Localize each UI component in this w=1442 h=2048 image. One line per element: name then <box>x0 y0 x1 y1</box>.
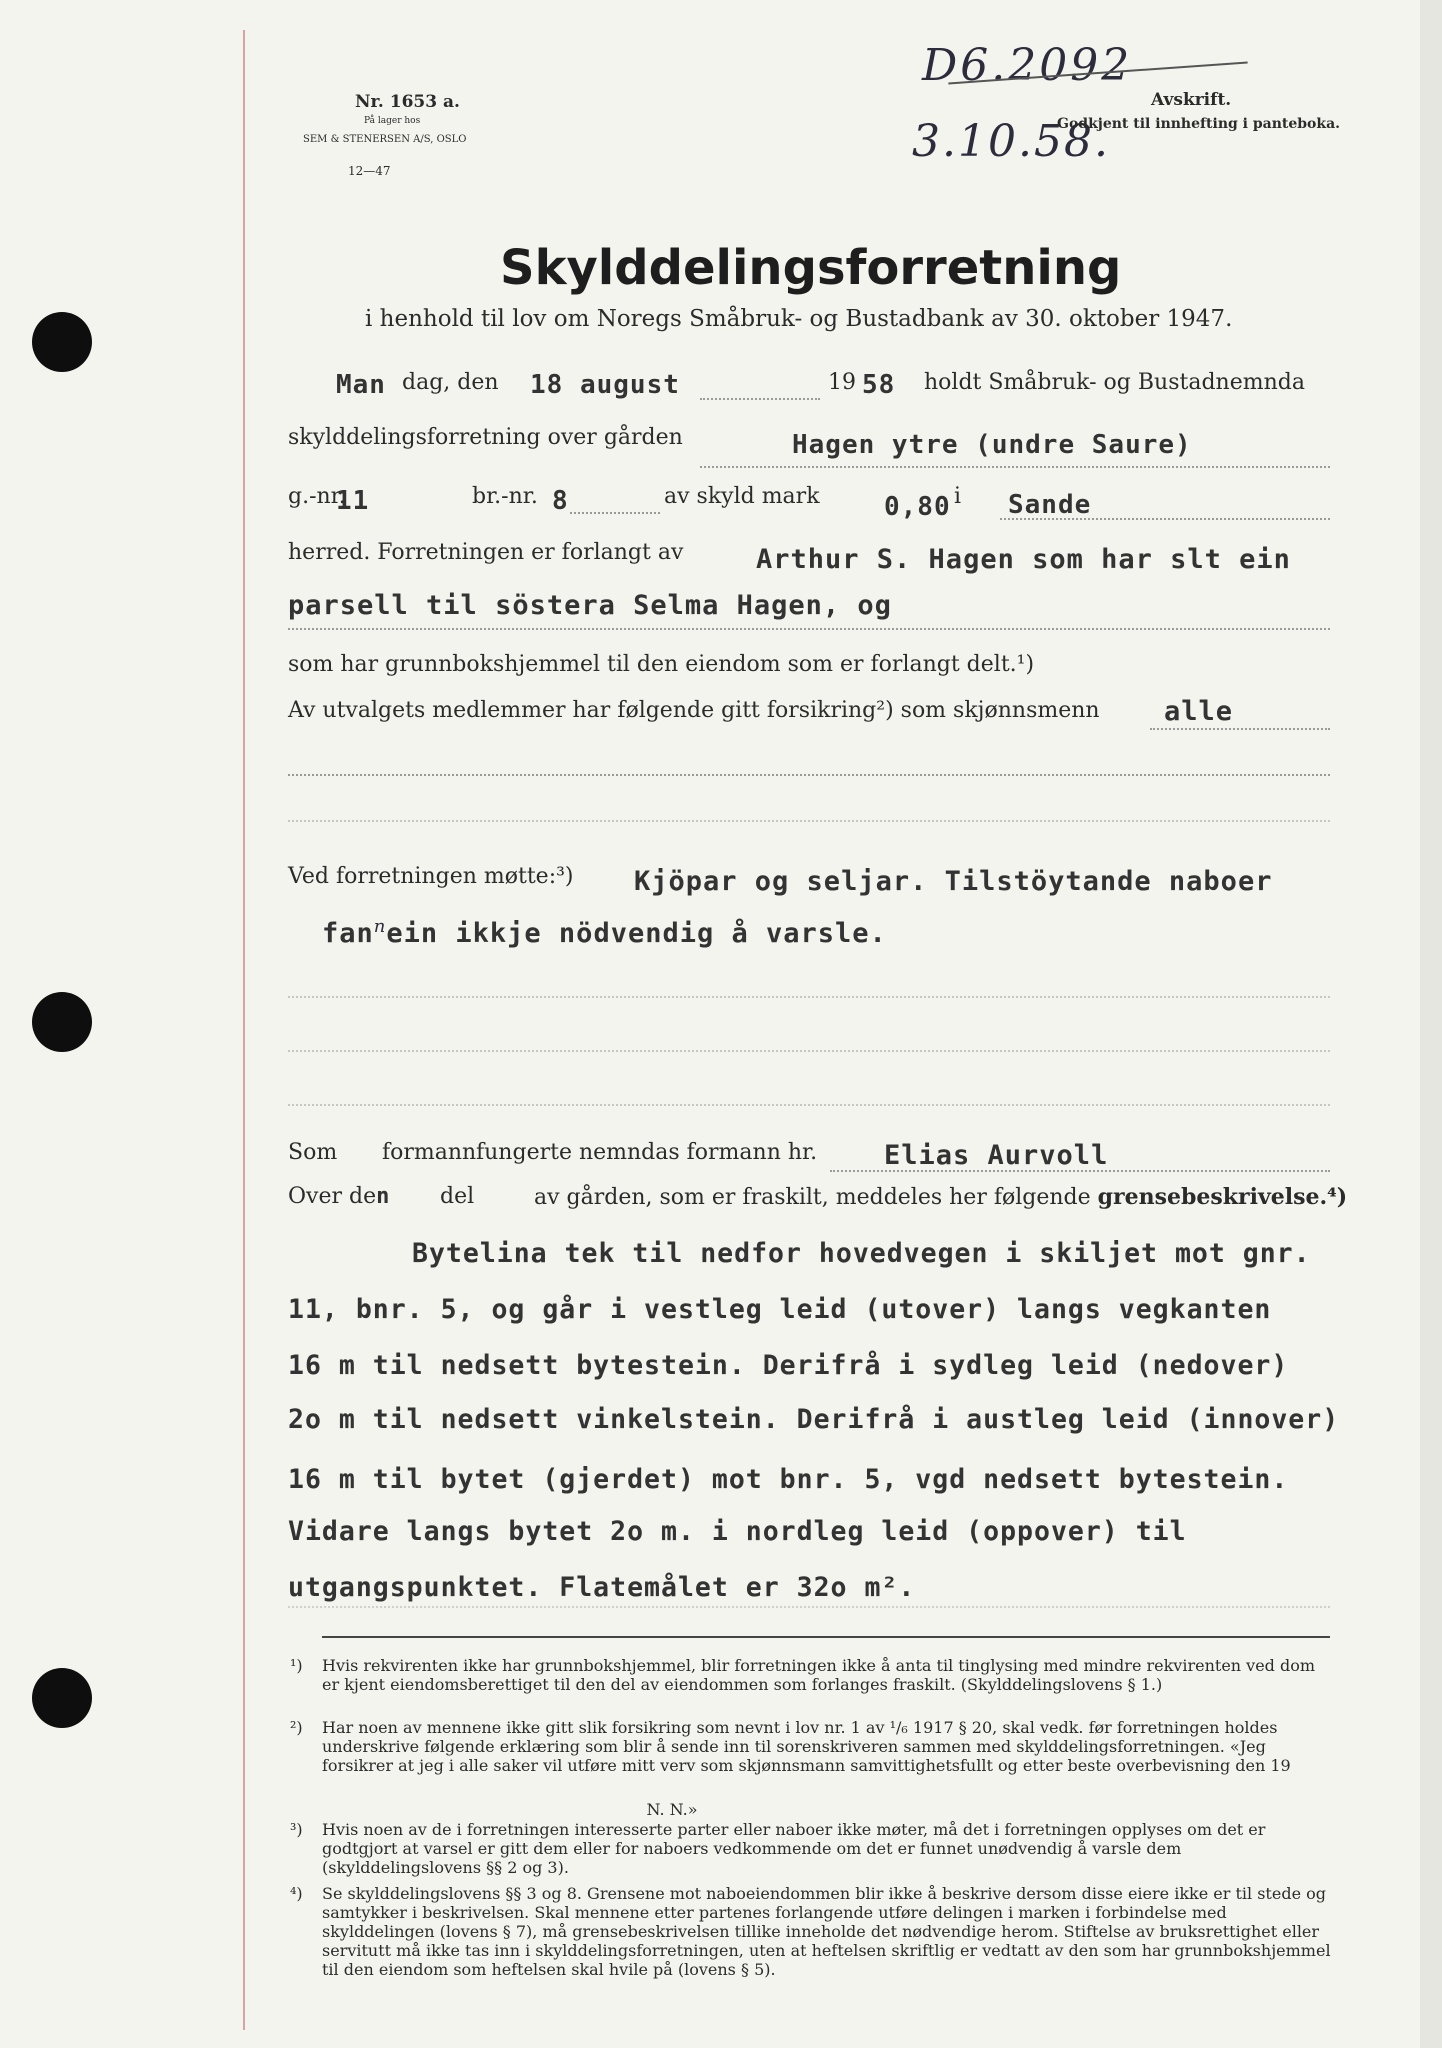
footnote-1 <box>290 1656 1332 1694</box>
boundary-line: 11, bnr. 5, og går i vestleg leid (utover) langs vegkanten <box>288 1294 1272 1325</box>
footnote-text: Se skylddelingslovens §§ 3 og 8. Grensene mot naboeiendommen blir ikke å beskrive dersom disse eiere ikke er til stede og samtykker i beskrivelsen. Skal mennene etter partenes forlangende utføre delingen i marken i forbindelse med skylddelingen (lovens § 7), må grensebeskrivelsen tillike inneholde det nødvendige herom. Stiftelse av bruksrettighet eller servitutt må ikke tas inn i skylddelingsforretningen, uten at heftelsen skriftlig er vedtatt av den som har grunnbokshjemmel til den eiendom som heftelsen skal hvile på (lovens § 5). <box>322 1884 1331 1979</box>
farm-label: skylddelingsforretning over gården <box>288 425 683 450</box>
dotted-fill <box>1000 518 1330 520</box>
footnote-marker: ¹) <box>290 1656 303 1675</box>
footnote-marker: ⁴) <box>290 1884 303 1903</box>
footnote-marker: ³) <box>290 1820 303 1839</box>
boundary-line: utgangspunktet. Flatemålet er 32o m². <box>288 1572 916 1603</box>
year-suffix: 58 <box>862 370 896 400</box>
assessors-value: alle <box>1164 696 1234 727</box>
assessors-label: Av utvalgets medlemmer har følgende gitt forsikring²) som skjønnsmenn <box>288 698 1100 723</box>
dotted-fill <box>830 1170 1330 1172</box>
footnote-2 <box>290 1718 1332 1775</box>
boundary-over-text: Over de <box>288 1184 377 1209</box>
requester-continuation: parsell til söstera Selma Hagen, og <box>288 590 892 621</box>
attendance-line-2-pre: fan <box>322 918 374 949</box>
chair-label-rest: fungerte nemndas formann hr. <box>476 1140 818 1165</box>
document-subtitle: i henhold til lov om Noregs Småbruk- og Bustadbank av 30. oktober 1947. <box>365 306 1233 332</box>
year-prefix: 19 <box>828 370 856 395</box>
handwritten-date: 3.10.58. <box>912 116 1110 167</box>
dotted-fill <box>288 996 1330 998</box>
punch-hole-middle <box>32 992 92 1052</box>
dotted-fill <box>700 466 1330 468</box>
gnr-value: 11 <box>336 486 370 516</box>
dotted-fill <box>288 774 1330 776</box>
footnote-text: Har noen av mennene ikke gitt slik forsikring som nevnt i lov nr. 1 av ¹/₆ 1917 § 20, skal vedk. før forretningen holdes underskrive følgende erklæring som blir å sende inn til sorenskriveren sammen med skylddelingsforretningen. «Jeg forsikrer at jeg i alle saker vil utføre mitt verv som skjønnsmann samvittighetsfullt og etter beste overbevisning den 19 <box>322 1718 1291 1775</box>
boundary-line: 2o m til nedsett vinkelstein. Derifrå i austleg leid (innover) <box>288 1404 1340 1435</box>
attendance-label-text: Ved forretningen møtte:³) <box>288 864 574 889</box>
requester-name: Arthur S. Hagen som har slt ein <box>756 544 1291 575</box>
approval-note: Godkjent til innhefting i panteboka. <box>1057 116 1341 132</box>
boundary-line: 16 m til bytet (gjerdet) mot bnr. 5, vgd nedsett bytestein. <box>288 1464 1289 1495</box>
handwritten-reference: D6.2092 <box>922 40 1133 91</box>
footnote-4 <box>290 1884 1332 1979</box>
boundary-over-fill: n <box>376 1184 391 1209</box>
dotted-fill <box>288 628 1330 630</box>
publisher-line-2: SEM & STENERSEN A/S, OSLO <box>303 134 467 145</box>
punch-hole-bottom <box>32 1668 92 1728</box>
attendance-line-2-insert: n <box>373 916 387 937</box>
footnote-2-signature <box>322 1800 1022 1819</box>
form-number: Nr. 1653 a. <box>355 92 460 112</box>
dotted-fill <box>288 1606 1330 1608</box>
attendance-label <box>288 864 574 889</box>
footnote-text: Hvis noen av de i forretningen interesserte parter eller naboer ikke møter, må det i forretningen opplyses om det er godtgjort at varsel er gitt dem eller for naboers vedkommende om det er funnet unødvendig å varsle dem (skylddelingslovens §§ 2 og 3). <box>322 1820 1266 1877</box>
dotted-fill <box>1150 728 1330 730</box>
footnote-marker: ²) <box>290 1718 303 1737</box>
publisher-line-3: 12—47 <box>348 164 391 178</box>
margin-rule <box>243 30 245 2030</box>
punch-hole-top <box>32 312 92 372</box>
boundary-line: Vidare langs bytet 2o m. i nordleg leid (oppover) til <box>288 1516 1187 1547</box>
bnr-label: br.-nr. <box>472 484 538 509</box>
title-holder-text: som har grunnbokshjemmel til den eiendom som er forlangt delt.¹) <box>288 652 1035 677</box>
farm-name: Hagen ytre (undre Saure) <box>792 430 1192 460</box>
held-by-label: holdt Småbruk- og Bustadnemnda <box>924 370 1305 395</box>
boundary-del: del <box>440 1184 475 1209</box>
chair-label-formann: formann <box>382 1140 477 1165</box>
attendance-line-1: Kjöpar og seljar. Tilstöytande naboer <box>634 866 1273 897</box>
boundary-intro-rest: av gården, som er fraskilt, meddeles her følgende <box>534 1185 1091 1210</box>
boundary-over <box>288 1184 390 1209</box>
dotted-fill <box>288 1050 1330 1052</box>
skyld-label: av skyld mark <box>664 484 820 509</box>
page-edge <box>1420 0 1442 2048</box>
weekday: Man <box>336 370 386 400</box>
boundary-intro-bold: grensebeskrivelse.⁴) <box>1097 1184 1348 1210</box>
dotted-fill <box>288 820 1330 822</box>
dotted-fill <box>288 1104 1330 1106</box>
boundary-line: Bytelina tek til nedfor hovedvegen i skiljet mot gnr. <box>412 1238 1311 1269</box>
requester-label: herred. Forretningen er forlangt av <box>288 540 684 565</box>
footnote-rule <box>322 1636 1330 1638</box>
footnote-3 <box>290 1820 1332 1877</box>
dag-den-label: dag, den <box>402 370 499 395</box>
gnr-label: g.-nr. <box>288 484 346 509</box>
boundary-line: 16 m til nedsett bytestein. Derifrå i sydleg leid (nedover) <box>288 1350 1289 1381</box>
dotted-fill <box>700 398 820 400</box>
skyld-value: 0,80 <box>884 492 951 522</box>
municipality: Sande <box>1008 490 1092 520</box>
attendance-line-2 <box>322 916 887 949</box>
chair-name: Elias Aurvoll <box>884 1140 1109 1171</box>
dotted-fill <box>570 512 660 514</box>
attendance-line-2-post: ein ikkje nödvendig å varsle. <box>386 918 887 949</box>
footnote-text: N. N.» <box>646 1800 698 1819</box>
footnote-text: Hvis rekvirenten ikke har grunnbokshjemmel, blir forretningen ikke å anta til tinglysing med mindre rekvirenten ved dom er kjent eiendomsberettiget til den del av eiendommen som forlanges fraskilt. (Skylddelingslovens § 1.) <box>322 1656 1316 1694</box>
meeting-date: 18 august <box>530 370 680 400</box>
boundary-intro-text <box>534 1184 1347 1210</box>
publisher-line-1: På lager hos <box>364 116 421 126</box>
copy-label: Avskrift. <box>1151 90 1232 110</box>
bnr-value: 8 <box>552 486 569 516</box>
chair-label-som: Som <box>288 1140 338 1165</box>
document-title: Skylddelingsforretning <box>500 240 1122 296</box>
i-label: i <box>954 484 962 509</box>
